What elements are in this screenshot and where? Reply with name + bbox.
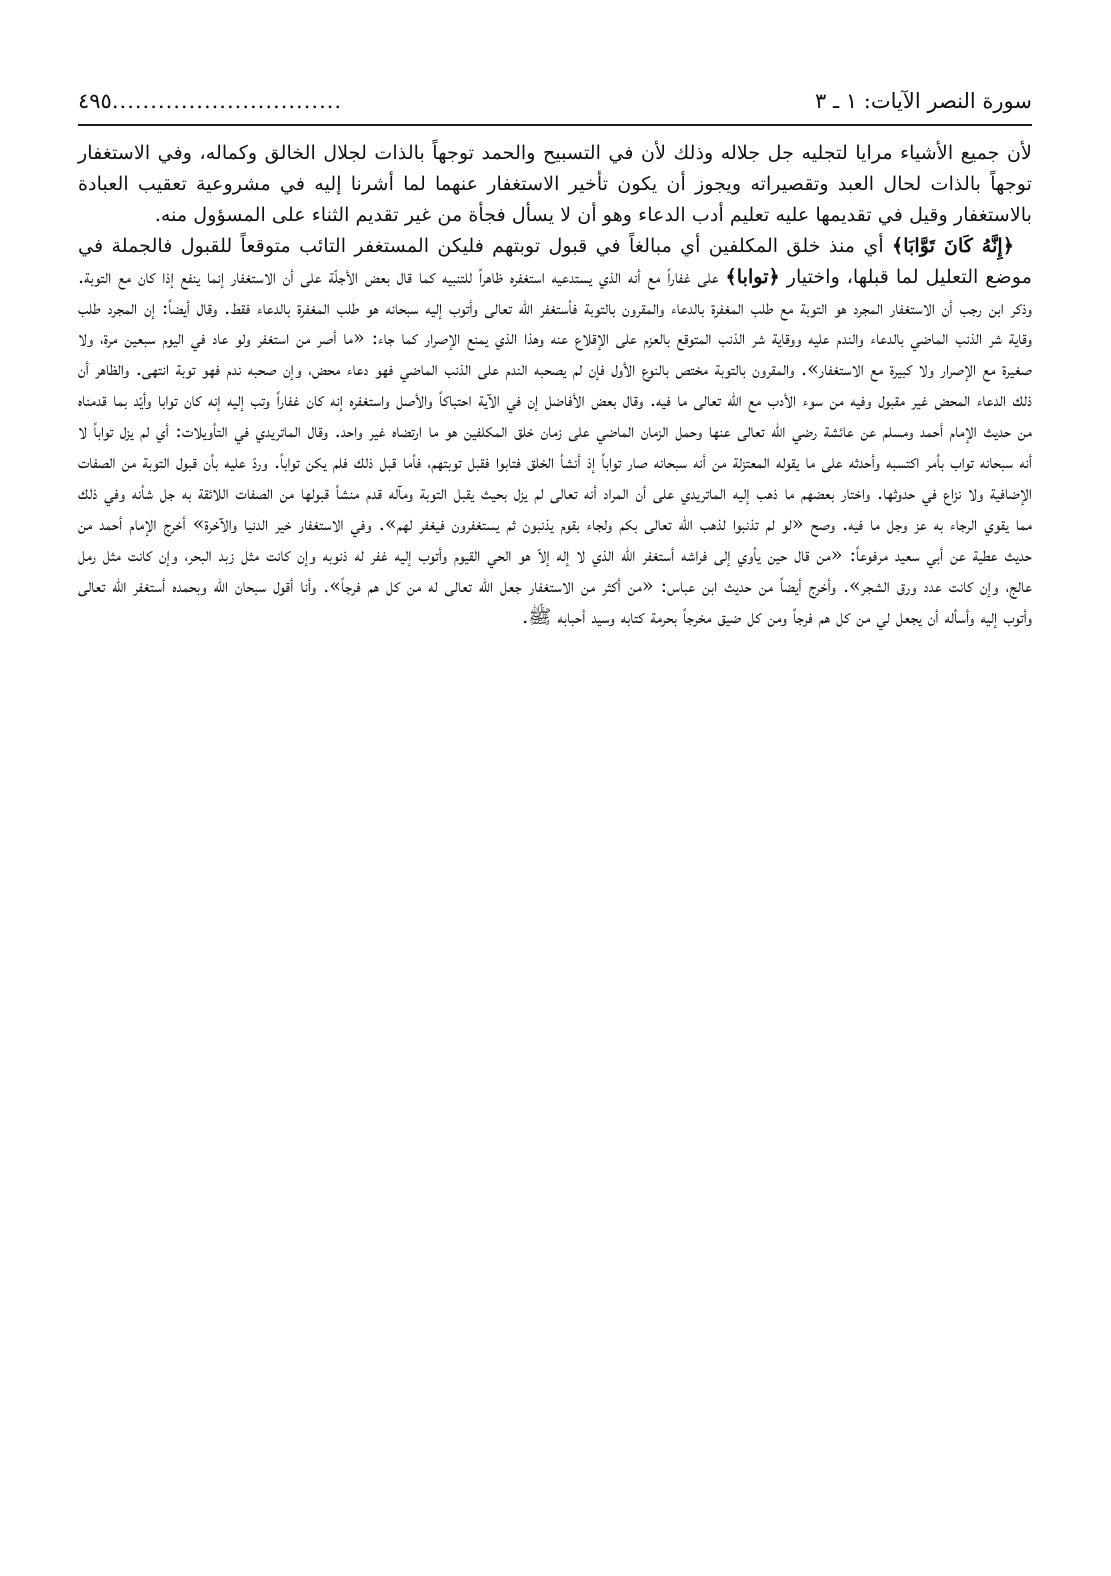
verse-word: ﴿توابا﴾ — [725, 264, 780, 288]
body-text — [78, 138, 1032, 633]
paragraph-2-text-b: على غفاراً مع أنه الذي يستدعيه استغفره ظاهراً للتنبيه كما قال بعض الأجلّة على أن الاستغفار إنما ينفع إذا كان مع التوبة. وذكر ابن رجب أن الاستغفار المجرد هو التوبة مع طلب المغفرة بالدعاء والمقرون بالتوبة فأستغفر الله تعالى وأتوب إليه سبحانه هو طلب المغفرة بالدعاء فقط. وقال أيضاً: إن المجرد طلب وقاية شر الذنب الماضي بالدعاء والندم عليه ووقاية شر الذنب المتوقع بالعزم على الإقلاع عنه وهذا الذي يمنع الإصرار كما جاء: «ما أصر من استغفر ولو عاد في اليوم سبعين مرة، ولا صغيرة مع الإصرار ولا كبيرة مع الاستغفار». والمقرون بالتوبة مختص بالنوع الأول فإن لم يصحبه الندم على الذنب الماضي فهو دعاء محض، وإن صحبه ندم فهو توبة انتهى. والظاهر أن ذلك الدعاء المحض غير مقبول وفيه من سوء الأدب مع الله تعالى ما فيه. وقال بعض الأفاضل إن في الآية احتباكاً والأصل واستغفره إنه كان غفاراً وتب إليه إنه كان توابا وأيّد بما قدمناه من حديث الإمام أحمد ومسلم عن عائشة رضي الله تعالى عنها وحمل الزمان الماضي على زمان خلق المكلفين هو ما ارتضاه غير واحد. وقال الماتريدي في التأويلات: أي لم يزل تواباً لا أنه سبحانه تواب بأمر اكتسبه وأحدثه على ما يقوله المعتزلة من أنه سبحانه صار تواباً إذ أنشأ الخلق فتابوا فقبل توبتهم، فأما قبل ذلك فلم يكن تواباً. وردّ عليه بأن قبول التوبة من الصفات الإضافية ولا نزاع في حدوثها. واختار بعضهم ما ذهب إليه الماتريدي على أن المراد أنه تعالى لم يزل بحيث يقبل التوبة ومآله قدم منشأ قبولها من الصفات اللائقة به جل شأنه وفي ذلك مما يقوي الرجاء به عز وجل ما فيه. وصح «لو لم تذنبوا لذهب الله تعالى بكم ولجاء بقوم يذنبون ثم يستغفرون فيغفر لهم». وفي الاستغفار خير الدنيا والآخرة» أخرج الإمام أحمد من حديث عطية عن أبي سعيد مرفوعاً: «من قال حين يأوي إلى فراشه أستغفر الله الذي لا إله إلاّ هو الحي القيوم وأتوب إليه غفر له ذنوبه وإن كانت مثل زبد البحر، وإن كانت مثل رمل عالج، وإن كانت عدد ورق الشجر». وأخرج أيضاً من حديث ابن عباس: «من أكثر من الاستغفار جعل الله تعالى له من كل هم فرجاً». وأنا أقول سبحان الله وبحمده أستغفر الله تعالى وأتوب إليه وأسأله أن يجعل لي من كل هم فرجاً ومن كل ضيق مخرجاً بحرمة كتابه وسيد أحبابه ﷺ. — [78, 264, 1032, 628]
verse-quote: ﴿إِنَّهُ كَانَ تَوَّابَا﴾ — [891, 233, 1014, 257]
header-dot-leader: .............................. — [111, 89, 343, 113]
document-page — [78, 84, 1032, 633]
paragraph-2-text-a: أي منذ خلق المكلفين أي مبالغاً في قبول توبتهم فليكن المستغفر التائب متوقعاً للقبول فالجملة في موضع التعليل لما قبلها، واختيار — [78, 233, 1032, 288]
page-number: ٤٩٥ — [78, 89, 112, 113]
paragraph-2 — [78, 231, 1032, 633]
header-page-info — [78, 84, 348, 118]
surah-title: سورة النصر الآيات: ١ ـ ٣ — [815, 89, 1032, 113]
running-header — [78, 84, 1032, 126]
paragraph-1: لأن جميع الأشياء مرايا لتجليه جل جلاله وذلك لأن في التسبيح والحمد توجهاً بالذات لجلال الخالق وكماله، وفي الاستغفار توجهاً بالذات لحال العبد وتقصيراته ويجوز أن يكون تأخير الاستغفار عنهما لما أشرنا إليه في مشروعية تعقيب العبادة بالاستغفار وقيل في تقديمها عليه تعليم أدب الدعاء وهو أن لا يسأل فجأة من غير تقديم الثناء على المسؤول منه. — [78, 141, 1032, 226]
